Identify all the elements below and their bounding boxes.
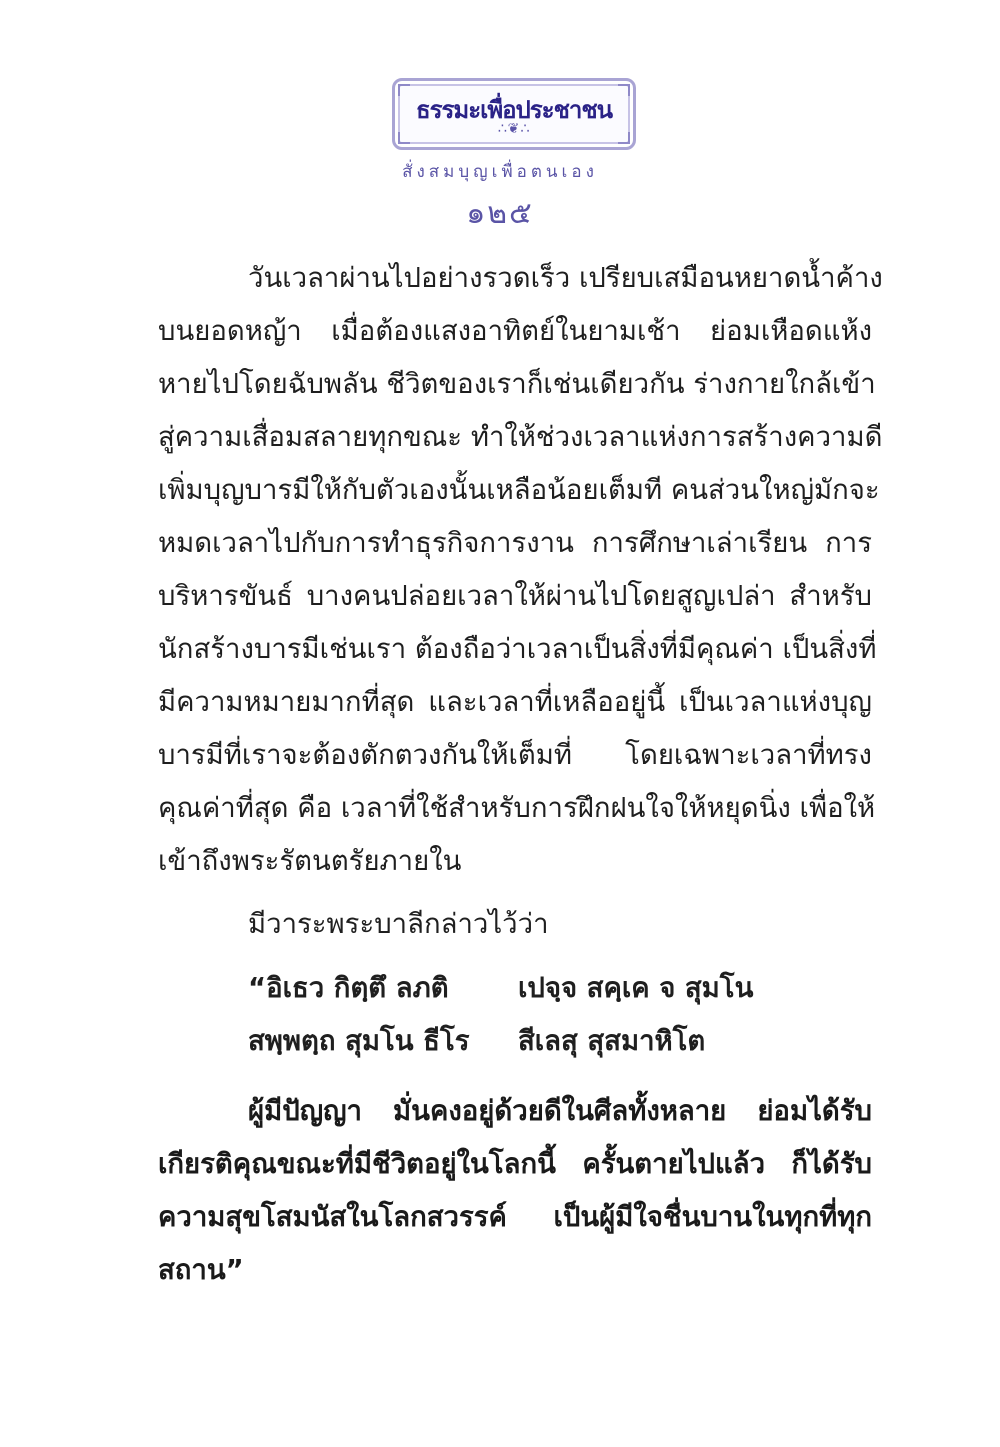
- paragraph-line: บริหารขันธ์ บางคนปล่อยเวลาให้ผ่านไปโดยสูญเปล่า สำหรับ: [158, 580, 872, 612]
- translation-line: ความสุขโสมนัสในโลกสวรรค์ เป็นผู้มีใจชื่นบานในทุกที่ทุก: [158, 1201, 872, 1233]
- paragraph-line: เพิ่มบุญบารมีให้กับตัวเองนั้นเหลือน้อยเต็มที คนส่วนใหญ่มักจะ: [158, 474, 880, 506]
- intro-line: มีวาระพระบาลีกล่าวไว้ว่า: [248, 908, 549, 940]
- book-logo: [392, 78, 636, 150]
- page-number: ๑๒๕: [466, 196, 534, 231]
- translation-line: สถาน”: [158, 1254, 244, 1286]
- translation-line: ผู้มีปัญญา มั่นคงอยู่ด้วยดีในศีลทั้งหลาย ย่อมได้รับ: [248, 1095, 872, 1127]
- paragraph-line: หมดเวลาไปกับการทำธุรกิจการงาน การศึกษาเล่าเรียน การ: [158, 527, 872, 559]
- verse-line: สพฺพตฺถ สุมโน ธีโร: [248, 1025, 470, 1057]
- paragraph-line: คุณค่าที่สุด คือ เวลาที่ใช้สำหรับการฝึกฝนใจให้หยุดนิ่ง เพื่อให้: [158, 792, 876, 824]
- verse-line: “อิเธว กิตฺตึ ลภติ: [248, 972, 449, 1004]
- paragraph-line: วันเวลาผ่านไปอย่างรวดเร็ว เปรียบเสมือนหยาดน้ำค้าง: [248, 262, 883, 294]
- verse-line: สีเลสุ สุสมาหิโต: [518, 1025, 706, 1057]
- logo-ornament-icon: ∴❦∴: [497, 121, 531, 137]
- paragraph-line: นักสร้างบารมีเช่นเรา ต้องถือว่าเวลาเป็นสิ่งที่มีคุณค่า เป็นสิ่งที่: [158, 633, 877, 665]
- paragraph-line: สู่ความเสื่อมสลายทุกขณะ ทำให้ช่วงเวลาแห่งการสร้างความดี: [158, 421, 883, 453]
- page-subtitle: สั่งสมบุญเพื่อตนเอง: [402, 162, 598, 182]
- paragraph-line: เข้าถึงพระรัตนตรัยภายใน: [158, 845, 462, 877]
- paragraph-line: หายไปโดยฉับพลัน ชีวิตของเราก็เช่นเดียวกัน ร่างกายใกล้เข้า: [158, 368, 876, 400]
- logo-title: ธรรมะเพื่อประชาชน: [415, 96, 613, 124]
- verse-line: เปจฺจ สคฺเค จ สุมโน: [518, 972, 754, 1004]
- paragraph-line: มีความหมายมากที่สุด และเวลาที่เหลืออยู่นี้ เป็นเวลาแห่งบุญ: [158, 686, 872, 718]
- translation-line: เกียรติคุณขณะที่มีชีวิตอยู่ในโลกนี้ ครั้นตายไปแล้ว ก็ได้รับ: [158, 1148, 872, 1180]
- paragraph-line: บารมีที่เราจะต้องตักตวงกันให้เต็มที่ โดยเฉพาะเวลาที่ทรง: [158, 739, 872, 771]
- paragraph-line: บนยอดหญ้า เมื่อต้องแสงอาทิตย์ในยามเช้า ย่อมเหือดแห้ง: [158, 315, 872, 347]
